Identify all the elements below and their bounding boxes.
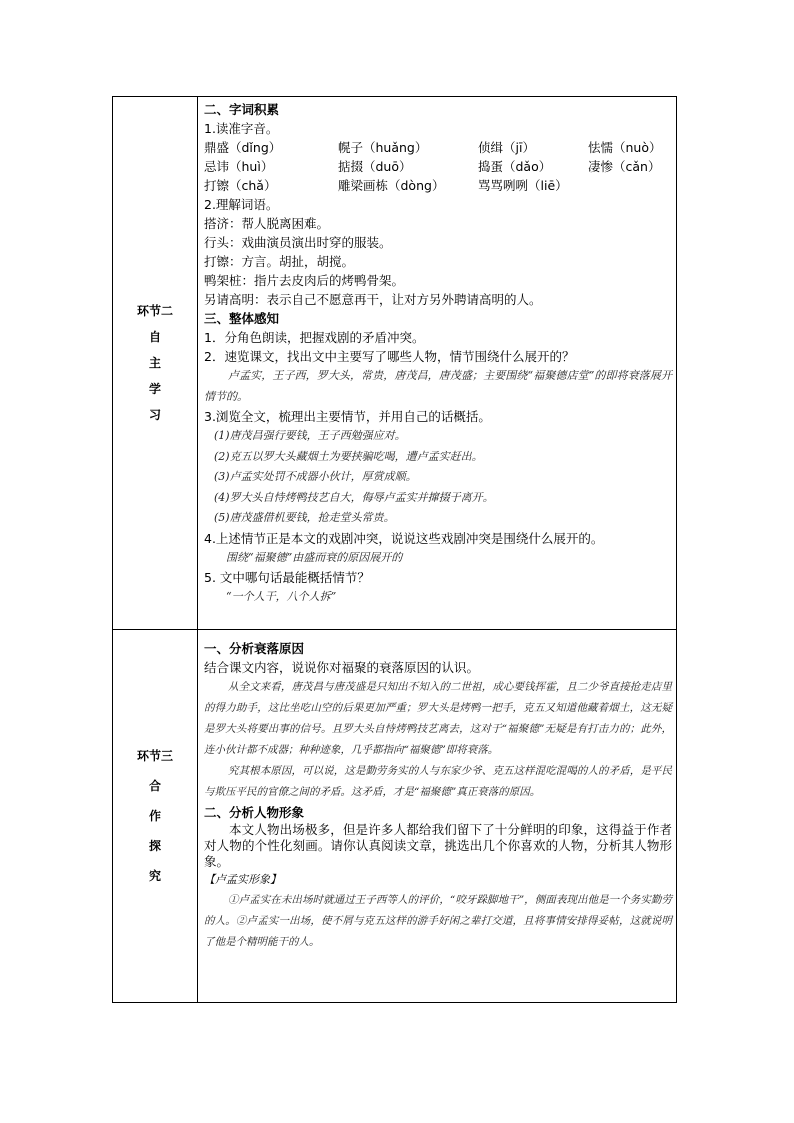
plot-item: (1)唐茂昌强行要钱，王子西勉强应对。 [214, 429, 406, 442]
row-cooperative-inquiry [113, 630, 677, 1003]
pron-item: 掂掇（duō） [338, 159, 412, 174]
answer-lu: ①卢孟实在未出场时就通过王子西等人的评价，“咬牙跺脚地干”，侧面表现出他是一个务实勤劳的人。②卢孟实一出场，使不屑与克五这样的游手好闲之辈打交道，且将事情安排得妥帖，这就说明了他是个精明能干的人。 [204, 894, 672, 948]
content-self-study [198, 97, 677, 630]
pron-item: 雕梁画栋（dòng） [338, 178, 445, 193]
section-label-line: 作 [148, 809, 161, 823]
pron-item: 鼎盛（dǐng） [204, 140, 282, 155]
content-cooperative [198, 630, 677, 1003]
section-label-self-study [113, 97, 198, 630]
section-label-line: 主 [148, 356, 161, 370]
pron-item: 幌子（huǎng） [338, 140, 428, 155]
answer-5: “一个人干，八个人拆” [226, 590, 337, 603]
question-words: 2.理解词语。 [204, 197, 279, 212]
section-label-line: 合 [148, 779, 161, 793]
question-2: 2．速览课文，找出文中主要写了哪些人物，情节围绕什么展开的？ [204, 349, 575, 364]
answer-4: 围绕“福聚德”由盛而衰的原因展开的 [226, 550, 403, 564]
lesson-table [112, 96, 677, 1003]
heading-vocab: 二、字词积累 [204, 102, 280, 117]
question-3: 3.浏览全文，梳理出主要情节，并用自己的话概括。 [204, 409, 491, 424]
question-5: 5. 文中哪句话最能概括情节？ [204, 570, 370, 585]
section-label-line: 究 [148, 869, 161, 883]
plot-item: (3)卢孟实处罚不成器小伙计，厚赏成顺。 [214, 470, 417, 483]
question-decline: 结合课文内容，说说你对福聚的衰落原因的认识。 [204, 660, 480, 675]
pron-item: 骂骂咧咧（liē） [478, 178, 568, 193]
word-definition: 行头：戏曲演员演出时穿的服装。 [204, 235, 392, 250]
section-label-line: 习 [148, 408, 161, 422]
pron-item: 怯懦（nuò） [588, 140, 662, 155]
pron-item: 忌讳（huì） [204, 159, 274, 174]
pron-item: 凄惨（cǎn） [588, 159, 661, 174]
heading-decline: 一、分析衰落原因 [204, 641, 305, 656]
character-tag-lu: 【卢孟实形象】 [204, 873, 281, 886]
answer-2: 卢孟实，王子西，罗大头，常贵，唐茂昌，唐茂盛；主要围绕“福聚德店堂”的即将衰落展开情节的。 [204, 369, 672, 403]
heading-character: 二、分析人物形象 [204, 805, 305, 820]
word-definition: 搭济：帮人脱离困难。 [204, 216, 330, 231]
section-label-line: 探 [148, 839, 161, 853]
plot-item: (2)克五以罗大头藏烟土为要挟骗吃喝，遭卢孟实赶出。 [214, 449, 483, 463]
pron-item: 打镲（chǎ） [204, 178, 277, 193]
word-definition: 鸭架桩：指片去皮肉后的烤鸭骨架。 [204, 273, 405, 288]
section-label-line: 环节二 [136, 304, 173, 318]
section-label-cooperative [113, 630, 198, 1003]
section-label-line: 自 [148, 330, 161, 344]
row-self-study [113, 97, 677, 630]
question-character: 本文人物出场极多，但是许多人都给我们留下了十分鲜明的印象，这得益于作者对人物的个性化刻画。请你认真阅读文章，挑选出几个你喜欢的人物，分析其人物形象。 [204, 822, 672, 869]
section-label-line: 环节三 [136, 749, 173, 763]
answer-decline-1: 从全文来看，唐茂昌与唐茂盛是只知出不知入的二世祖，成心要钱挥霍，且二少爷直接抢走店里的得力助手，这比坐吃山空的后果更加严重；罗大头是烤鸭一把手，克五又知道他藏着烟土，这无疑是罗大头将要出事的信号。且罗大头自恃烤鸭技艺离去，这对于“福聚德”无疑是有打击力的；此外，连小伙计都不成器；种种迹象，几乎都指向“福聚德”即将衰落。 [204, 681, 672, 756]
question-1: 1．分角色朗读，把握戏剧的矛盾冲突。 [204, 330, 425, 345]
question-4: 4.上述情节正是本文的戏剧冲突，说说这些戏剧冲突是围绕什么展开的。 [204, 530, 604, 546]
pron-item: 捣蛋（dǎo） [478, 159, 552, 174]
word-definition: 另请高明：表示自己不愿意再干，让对方另外聘请高明的人。 [204, 292, 542, 307]
word-definition: 打镲：方言。胡扯，胡搅。 [204, 254, 355, 269]
pron-item: 侦缉（jī） [478, 140, 535, 155]
pron-item [588, 176, 672, 195]
section-label-line: 学 [148, 382, 161, 396]
question-pronunciation: 1.读准字音。 [204, 121, 279, 136]
answer-decline-2: 究其根本原因，可以说，这是勤劳务实的人与东家少爷、克五这样混吃混喝的人的矛盾，是平民与欺压平民的官僚之间的矛盾。这矛盾，才是“福聚德”真正衰落的原因。 [204, 765, 672, 798]
heading-overall: 三、整体感知 [204, 311, 280, 326]
pronunciation-grid [204, 138, 672, 195]
plot-item: (5)唐茂盛借机要钱，抢走堂头常贵。 [214, 511, 395, 524]
plot-item: (4)罗大头自恃烤鸭技艺自大，侮辱卢孟实并撺掇于离开。 [214, 490, 494, 504]
